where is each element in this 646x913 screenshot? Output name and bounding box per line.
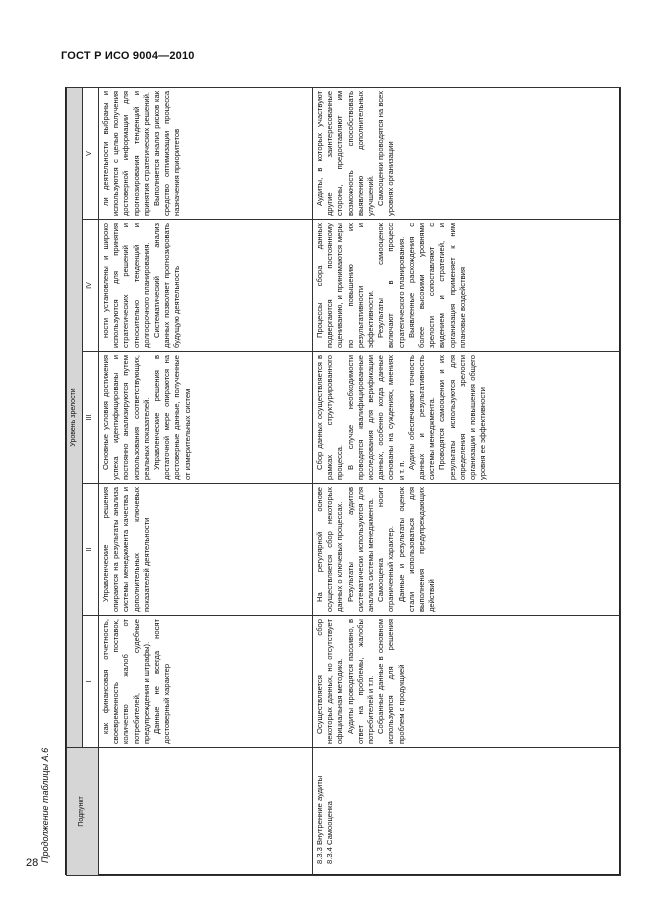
level-cell: Сбор данных осуществляется в рамках структурированного процесса. В случае необходимости проводятся квалифицированные исследования для верификации данных, особенно когда данные основаны на суждениях, мнениях и т. п. Аудиты обеспечивают точность данных и результативность системы менеджмента. Проводятся самооценки и их результаты используются для определения зрелости организации и повышения общего уровня ее эффективности — [313, 352, 621, 484]
subitem-cell — [99, 748, 313, 876]
level-cell: Осуществляется сбор некоторых данных, но отсутствует официальная методика. Аудиты проводятся пассивно, в ответ на проблемы, жалобы потребителей и т.п. Собранные данные в основном используются для решения проблем с продукцией — [313, 616, 621, 748]
subitem-header: Подпункт — [67, 748, 99, 876]
level-cell: Управленческие решения опираются на результаты анализа системы менеджмента качества и дополнительных ключевых показателей деятельности — [99, 484, 313, 616]
level-header: I — [83, 616, 99, 748]
maturity-header: Уровень зрелости — [67, 87, 83, 747]
rotated-table-container — [66, 88, 621, 876]
level-cell: ности установлены и широко используются для принятия стратегических решений и относительно тенденций и долгосрочного планирования. Систематический анализ данных позволяет прогнозировать будущую деятельность — [99, 220, 313, 352]
level-header: IV — [83, 220, 99, 352]
subitem-cell: 8.3.3 Внутренние аудиты 8.3.4 Самооценка — [313, 748, 621, 876]
level-cell: Процессы сбора данных подвергаются постоянному оцениванию, и принимаются меры по повышению их результативности и эффективности. Результаты самооценок включают в процесс стратегического планирования. Выявленные расхождения с более высокими уровнями зрелости сопоставляют с видением и стратегией, и организация применяет к ним плановые воздействия — [313, 220, 621, 352]
table-row — [99, 87, 313, 875]
level-cell: Аудиты, в которых участвуют другие заинтересованные стороны, предоставляют им возможность способствовать выявлению дополнительных улучшений. Самооценки проводятся на всех уровнях организации — [313, 87, 621, 219]
page-number: 28 — [26, 857, 39, 869]
level-header: V — [83, 87, 99, 219]
level-header: II — [83, 484, 99, 616]
continuation-label: Продолжение таблицы А.6 — [40, 747, 50, 863]
level-cell: На регулярной основе осуществляется сбор некоторых данных о ключевых процессах. Результаты аудитов систематически используются для анализа системы менеджмента. Самооценка носит ограниченный характер. Данные и результаты оценок стали использоваться для выполнения предупреждающих действий — [313, 484, 621, 616]
level-cell: как финансовая отчетность, своевременность поставок, количество жалоб от потребителей, судебные предупреждения и штрафы). Данные не всегда носят достоверный характер — [99, 616, 313, 748]
maturity-table-frame — [65, 87, 620, 875]
level-header: III — [83, 352, 99, 484]
level-cell: ли деятельности выбраны и используются с целью получения достоверной информации для прогнозирования тенденций и принятия стратегических решений. Выполняется анализ рисков как средство оптимизации процесса назначения приоритетов — [99, 87, 313, 219]
table-row — [313, 87, 621, 875]
maturity-table — [66, 87, 621, 876]
level-cell: Основные условия достижения успеха идентифицированы и постоянно анализируются путем использования соответствующих, реальных показателей. Управленческие решения в достаточной мере опираются на достоверные данные, полученные от измерительных систем — [99, 352, 313, 484]
document-header: ГОСТ Р ИСО 9004—2010 — [61, 50, 195, 62]
